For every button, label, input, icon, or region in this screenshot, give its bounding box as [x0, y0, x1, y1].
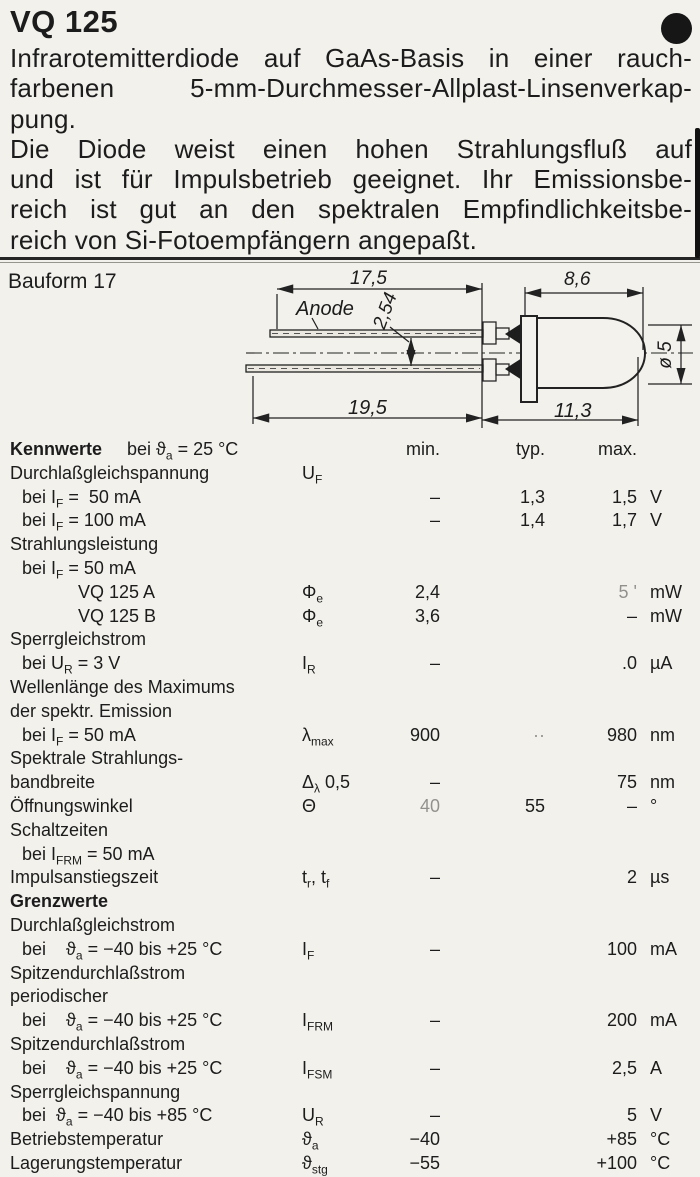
table-row	[10, 1152, 700, 1176]
param-label: bei $ϑ_a = -40$ bis +25 °C	[22, 938, 223, 963]
max-value: 100	[606, 938, 637, 959]
typ-value: 55	[524, 796, 545, 816]
param-label: Spektrale Strahlungs-	[10, 748, 184, 769]
intro-line: pung.	[10, 103, 77, 134]
table-row	[10, 819, 700, 843]
max-value: 980	[606, 724, 637, 745]
unit-cell: nm	[650, 724, 676, 745]
param-label: Grenzwerte	[10, 891, 109, 912]
symbol-cell: $ϑ_{stg}$	[302, 1153, 328, 1177]
anode-label: Anode	[296, 298, 354, 320]
min-value: –	[429, 510, 440, 531]
section-divider-rule-shadow	[0, 262, 700, 263]
table-row	[10, 1057, 700, 1081]
max-value: –	[626, 796, 637, 816]
dim-label-11-3: 11,3	[554, 400, 592, 422]
min-value: –	[429, 486, 440, 507]
table-row	[10, 1081, 700, 1105]
typ-value: 1,3	[519, 486, 545, 507]
max-value: .0	[621, 653, 637, 674]
unit-cell: °	[650, 796, 658, 816]
unit-cell: mW	[650, 581, 682, 602]
table-row	[10, 938, 700, 962]
table-row	[10, 747, 700, 771]
unit-cell: µA	[650, 653, 673, 674]
cathode-lead	[246, 358, 522, 381]
symbol-cell: $I_R$	[302, 653, 316, 677]
table-row	[10, 795, 700, 819]
min-value: –	[429, 1105, 440, 1126]
param-label: Durchlaßgleichstrom	[10, 915, 176, 935]
table-row	[10, 1128, 700, 1152]
param-label: bei $I_{FRM} = 50$ mA	[22, 843, 155, 868]
package-flange	[521, 316, 537, 402]
min-value: –	[429, 867, 440, 888]
param-label: Lagerungstemperatur	[10, 1153, 183, 1173]
param-label: Sperrgleichspannung	[10, 1081, 181, 1102]
table-row	[10, 771, 700, 795]
max-value: 2,5	[611, 1057, 637, 1078]
symbol-cell: $\lambda_{max}$	[302, 724, 334, 749]
parameter-table	[10, 438, 700, 1176]
dim-label-2-54: 2,54	[369, 289, 402, 332]
table-row	[10, 486, 700, 510]
table-row	[10, 914, 700, 938]
table-row	[10, 652, 700, 676]
symbol-cell: $I_F$	[302, 938, 315, 963]
param-label: bei $U_R = 3$ V	[22, 653, 121, 677]
symbol-cell: $ϑ_a$	[302, 1129, 319, 1153]
min-value: –	[429, 653, 440, 674]
max-value: max.	[597, 439, 637, 459]
param-label: Strahlungsleistung	[10, 534, 159, 555]
min-value: –	[429, 1010, 440, 1031]
condition-label: bei $ϑ_a = 25$ °C	[127, 439, 239, 463]
param-label: periodischer	[10, 986, 109, 1007]
scan-edge-mark	[695, 128, 700, 258]
min-value: 3,6	[414, 605, 440, 626]
unit-cell: mW	[650, 605, 682, 626]
param-label: Durchlaßgleichspannung	[10, 462, 210, 483]
intro-line: Die Diode weist einen hohen Strahlungsfluß auf	[10, 133, 692, 164]
max-value: +100	[596, 1153, 637, 1173]
min-value: −55	[409, 1153, 440, 1173]
unit-cell: nm	[650, 772, 676, 793]
table-row	[10, 533, 700, 557]
dim-label-17-5: 17,5	[350, 268, 387, 289]
min-value: –	[429, 938, 440, 959]
symbol-cell: $t_r$, $t_f$	[302, 867, 330, 891]
param-label: bei $I_F = 50$ mA	[22, 724, 136, 749]
intro-line: und ist für Impulsbetrieb geeignet. Ihr Emissionsbe-	[10, 164, 692, 195]
min-value: 2,4	[414, 581, 440, 602]
table-header-row	[10, 438, 700, 462]
max-value: 5 ʹ	[618, 581, 637, 602]
max-value: 2	[626, 867, 637, 888]
symbol-cell: $I_{FRM}$	[302, 1010, 334, 1034]
min-value: min.	[405, 439, 440, 459]
param-label: bei $I_F = 50$ mA	[22, 486, 141, 511]
param-label: Betriebstemperatur	[10, 1129, 164, 1150]
param-label: bei $I_F = 100$ mA	[22, 510, 146, 534]
symbol-cell: Θ	[302, 796, 317, 816]
unit-cell: µs	[650, 867, 670, 888]
param-label: VQ 125 A	[78, 581, 156, 602]
intro-line: reich ist gut an den spektralen Empfindlichkeitsbe-	[10, 194, 692, 225]
page-marker-dot	[661, 13, 692, 44]
param-label: Wellenlänge des Maximums	[10, 677, 235, 697]
table-row	[10, 890, 700, 914]
min-value: –	[429, 772, 440, 793]
param-label: Spitzendurchlaßstrom	[10, 962, 186, 983]
table-row	[10, 676, 700, 700]
max-value: 75	[616, 772, 637, 793]
section-divider-rule	[0, 257, 700, 260]
param-label: bei $ϑ_a = -40$ bis +25 °C	[22, 1010, 223, 1034]
table-row	[10, 462, 700, 486]
table-row	[10, 866, 700, 890]
table-row	[10, 843, 700, 867]
max-value: 1,7	[611, 510, 637, 531]
anode-lead	[270, 322, 522, 345]
page-title: VQ 125	[10, 4, 119, 39]
dim-label-8-6: 8,6	[564, 269, 591, 290]
table-row	[10, 581, 700, 605]
symbol-cell: $I_{FSM}$	[302, 1057, 333, 1082]
symbol-cell: $\Delta_\lambda$ 0,5	[302, 772, 351, 796]
table-row	[10, 605, 700, 629]
table-row	[10, 628, 700, 652]
typ-value: typ.	[515, 439, 545, 459]
param-label: bei $ϑ_a = -40$ bis +25 °C	[22, 1057, 223, 1082]
intro-line: farbenen 5-mm-Durchmesser-Allplast-Linsenverkap-	[10, 73, 692, 104]
symbol-cell: $U_R$	[302, 1105, 324, 1129]
intro-line: Infrarotemitterdiode auf GaAs-Basis in einer rauch-	[10, 43, 692, 73]
param-label: Sperrgleichstrom	[10, 629, 147, 650]
table-row	[10, 985, 700, 1009]
unit-cell: °C	[650, 1129, 671, 1150]
table-row	[10, 509, 700, 533]
typ-value: ··	[533, 724, 545, 745]
symbol-cell: $U_F$	[302, 462, 323, 487]
dim-label-19-5: 19,5	[348, 397, 387, 419]
symbol-cell: $\Phi_e$	[302, 581, 324, 606]
intro-text	[10, 43, 692, 255]
dim-label-diameter: ø 5	[655, 341, 676, 369]
table-row	[10, 1009, 700, 1033]
table-row	[10, 1104, 700, 1128]
param-label: VQ 125 B	[78, 605, 157, 626]
max-value: –	[626, 605, 637, 626]
param-label: Öffnungswinkel	[10, 796, 133, 816]
param-label: der spektr. Emission	[10, 700, 173, 721]
table-row	[10, 1033, 700, 1057]
table-row	[10, 700, 700, 724]
min-value: 40	[419, 796, 440, 816]
unit-cell: °C	[650, 1153, 671, 1173]
intro-line: reich von Si-Fotoempfängern angepaßt.	[10, 224, 477, 255]
package-body	[537, 318, 645, 388]
param-label: bei $ϑ_a = -40$ bis +85 °C	[22, 1105, 213, 1129]
max-value: +85	[606, 1129, 637, 1150]
unit-cell: mA	[650, 938, 677, 959]
max-value: 1,5	[611, 486, 637, 507]
param-label: bei $I_F = 50$ mA	[22, 558, 136, 582]
typ-value: 1,4	[519, 510, 545, 531]
param-label: Schaltzeiten	[10, 819, 109, 840]
param-label: bandbreite	[10, 772, 96, 793]
unit-cell: V	[650, 486, 663, 507]
section-title: Kennwerte	[10, 439, 103, 459]
param-label: Spitzendurchlaßstrom	[10, 1034, 186, 1054]
unit-cell: V	[650, 510, 663, 531]
symbol-cell: $\Phi_e$	[302, 605, 324, 630]
unit-cell: V	[650, 1105, 663, 1126]
min-value: –	[429, 1057, 440, 1078]
bauform-caption: Bauform 17	[8, 270, 117, 293]
unit-cell: mA	[650, 1010, 677, 1031]
table-row	[10, 724, 700, 748]
table-row	[10, 557, 700, 581]
min-value: −40	[409, 1129, 440, 1150]
max-value: 5	[626, 1105, 637, 1126]
unit-cell: A	[650, 1057, 663, 1078]
max-value: 200	[606, 1010, 637, 1031]
param-label: Impulsanstiegszeit	[10, 867, 159, 888]
table-row	[10, 962, 700, 986]
min-value: 900	[409, 724, 440, 745]
